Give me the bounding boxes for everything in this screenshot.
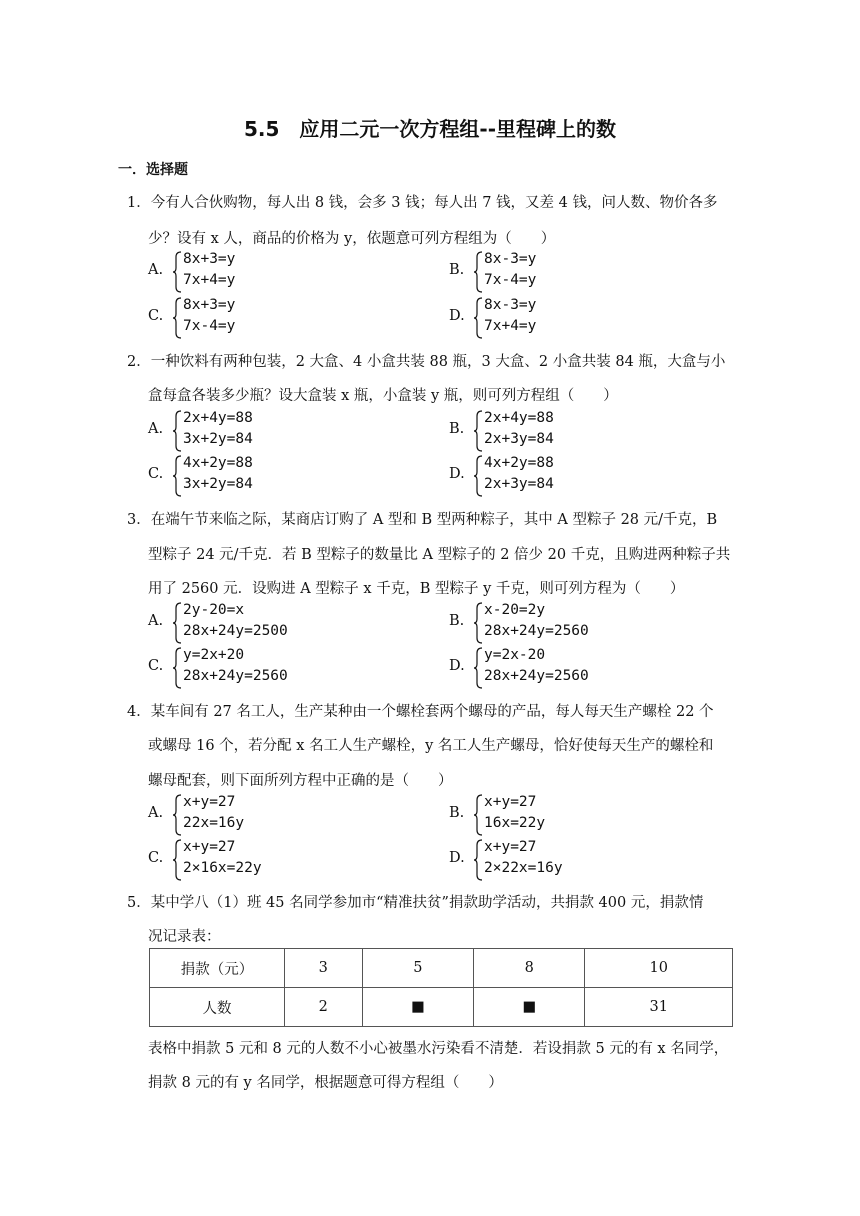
q3-option-d-system <box>474 647 634 687</box>
question-5-after-line-1: 表格中捐款 5 元和 8 元的人数不小心被墨水污染看不清楚．若设捐款 5 元的有 x 名同学， <box>148 1041 729 1057</box>
equation-1: y=2x+20 <box>183 647 245 663</box>
equation-1: x-20=2y <box>484 602 546 618</box>
question-5-line-1: 5．某中学八（1）班 45 名同学参加市“精准扶贫”捐款助学活动，共捐款 400 元，捐款情 <box>127 895 704 911</box>
brace-icon <box>173 455 183 497</box>
question-4-line-1: 4．某车间有 27 名工人，生产某种由一个螺栓套两个螺母的产品，每人每天生产螺栓 22 个 <box>127 704 714 720</box>
equation-2: 7x-4=y <box>183 318 236 334</box>
equation-2: 3x+2y=84 <box>183 431 253 447</box>
q1-option-d-label[interactable]: D. <box>449 308 465 324</box>
question-1-line-1: 1．今有人合伙购物，每人出 8 钱，会多 3 钱；每人出 7 钱，又差 4 钱，问人数、物价各多 <box>127 195 718 211</box>
equation-1: 2x+4y=88 <box>183 410 253 426</box>
q2-option-d-system <box>474 455 634 495</box>
table-cell: 2 <box>285 988 363 1027</box>
equation-2: 7x+4=y <box>484 318 537 334</box>
brace-icon <box>173 839 183 881</box>
table-cell: 31 <box>585 988 733 1027</box>
equation-2: 2×16x=22y <box>183 860 262 876</box>
equation-1: x+y=27 <box>484 839 537 855</box>
equation-1: 8x+3=y <box>183 297 236 313</box>
ink-blot-cell: ■ <box>474 988 585 1027</box>
equation-2: 28x+24y=2560 <box>484 623 589 639</box>
q3-option-a-label[interactable]: A. <box>148 613 164 629</box>
equation-1: 8x+3=y <box>183 251 236 267</box>
q4-option-b-system <box>474 794 634 834</box>
equation-1: x+y=27 <box>183 794 236 810</box>
q2-option-b-system <box>474 410 634 450</box>
q4-option-b-label[interactable]: B. <box>449 805 465 821</box>
brace-icon <box>173 410 183 452</box>
q2-option-c-system <box>173 455 333 495</box>
table-cell: 捐款（元） <box>150 949 285 988</box>
brace-icon <box>474 455 484 497</box>
equation-2: 7x+4=y <box>183 272 236 288</box>
brace-icon <box>173 602 183 644</box>
question-4-line-3: 螺母配套，则下面所列方程中正确的是（ ） <box>148 773 453 789</box>
brace-icon <box>173 251 183 293</box>
brace-icon <box>173 647 183 689</box>
q2-option-b-label[interactable]: B. <box>449 421 465 437</box>
brace-icon <box>474 794 484 836</box>
q3-option-c-system <box>173 647 333 687</box>
table-cell: 3 <box>285 949 363 988</box>
brace-icon <box>474 410 484 452</box>
brace-icon <box>173 794 183 836</box>
q1-option-b-label[interactable]: B. <box>449 262 465 278</box>
table-cell: 8 <box>474 949 585 988</box>
equation-2: 2x+3y=84 <box>484 476 554 492</box>
q4-option-a-label[interactable]: A. <box>148 805 164 821</box>
question-5-line-2: 况记录表： <box>148 929 221 945</box>
q3-option-b-label[interactable]: B. <box>449 613 465 629</box>
q1-option-d-system <box>474 297 634 337</box>
equation-1: y=2x-20 <box>484 647 546 663</box>
equation-2: 7x-4=y <box>484 272 537 288</box>
q3-option-d-label[interactable]: D. <box>449 658 465 674</box>
equation-2: 2x+3y=84 <box>484 431 554 447</box>
q4-option-c-system <box>173 839 333 879</box>
equation-1: 2y-20=x <box>183 602 245 618</box>
q1-option-a-system <box>173 251 333 291</box>
q2-option-c-label[interactable]: C. <box>148 466 164 482</box>
brace-icon <box>474 297 484 339</box>
q2-option-d-label[interactable]: D. <box>449 466 465 482</box>
q2-option-a-label[interactable]: A. <box>148 421 164 437</box>
equation-2: 22x=16y <box>183 815 245 831</box>
q1-option-a-label[interactable]: A. <box>148 262 164 278</box>
equation-1: x+y=27 <box>183 839 236 855</box>
question-4-line-2: 或螺母 16 个，若分配 x 名工人生产螺栓，y 名工人生产螺母，恰好使每天生产的螺栓和 <box>148 738 714 754</box>
equation-2: 16x=22y <box>484 815 546 831</box>
equation-2: 3x+2y=84 <box>183 476 253 492</box>
question-2-line-2: 盒每盒各装多少瓶？设大盒装 x 瓶，小盒装 y 瓶，则可列方程组（ ） <box>148 388 618 404</box>
q4-option-d-system <box>474 839 634 879</box>
table-cell: 人数 <box>150 988 285 1027</box>
q4-option-c-label[interactable]: C. <box>148 850 164 866</box>
q3-option-b-system <box>474 602 634 642</box>
q2-option-a-system <box>173 410 333 450</box>
equation-2: 28x+24y=2500 <box>183 623 288 639</box>
page-title: 5.5 应用二元一次方程组--里程碑上的数 <box>243 117 617 141</box>
brace-icon <box>474 647 484 689</box>
q4-option-a-system <box>173 794 333 834</box>
table-row <box>150 988 733 1027</box>
question-2-line-1: 2．一种饮料有两种包装，2 大盒、4 小盒共装 88 瓶，3 大盒、2 小盒共装 84 瓶，大盒与小 <box>127 354 726 370</box>
equation-1: 8x-3=y <box>484 251 537 267</box>
q1-option-c-label[interactable]: C. <box>148 308 164 324</box>
equation-1: 2x+4y=88 <box>484 410 554 426</box>
brace-icon <box>474 839 484 881</box>
equation-1: 4x+2y=88 <box>183 455 253 471</box>
question-1-line-2: 少？设有 x 人，商品的价格为 y，依题意可列方程组为（ ） <box>148 231 556 247</box>
q3-option-c-label[interactable]: C. <box>148 658 164 674</box>
table-cell: 5 <box>362 949 473 988</box>
brace-icon <box>474 602 484 644</box>
table-header-row <box>150 949 733 988</box>
question-3-line-1: 3．在端午节来临之际，某商店订购了 A 型和 B 型两种粽子，其中 A 型粽子 28 元/千克，B <box>127 512 718 528</box>
equation-1: x+y=27 <box>484 794 537 810</box>
ink-blot-cell: ■ <box>362 988 473 1027</box>
q3-option-a-system <box>173 602 333 642</box>
equation-2: 2×22x=16y <box>484 860 563 876</box>
brace-icon <box>173 297 183 339</box>
question-3-line-3: 用了 2560 元．设购进 A 型粽子 x 千克，B 型粽子 y 千克，则可列方程为（ ） <box>148 581 685 597</box>
question-3-line-2: 型粽子 24 元/千克．若 B 型粽子的数量比 A 型粽子的 2 倍少 20 千克，且购进两种粽子共 <box>148 547 731 563</box>
table-cell: 10 <box>585 949 733 988</box>
equation-2: 28x+24y=2560 <box>484 668 589 684</box>
q1-option-c-system <box>173 297 333 337</box>
equation-1: 8x-3=y <box>484 297 537 313</box>
donation-record-table <box>149 948 733 1027</box>
equation-2: 28x+24y=2560 <box>183 668 288 684</box>
q4-option-d-label[interactable]: D. <box>449 850 465 866</box>
brace-icon <box>474 251 484 293</box>
question-5-after-line-2: 捐款 8 元的有 y 名同学，根据题意可得方程组（ ） <box>148 1075 503 1091</box>
section-heading: 一．选择题 <box>118 162 188 178</box>
q1-option-b-system <box>474 251 634 291</box>
equation-1: 4x+2y=88 <box>484 455 554 471</box>
